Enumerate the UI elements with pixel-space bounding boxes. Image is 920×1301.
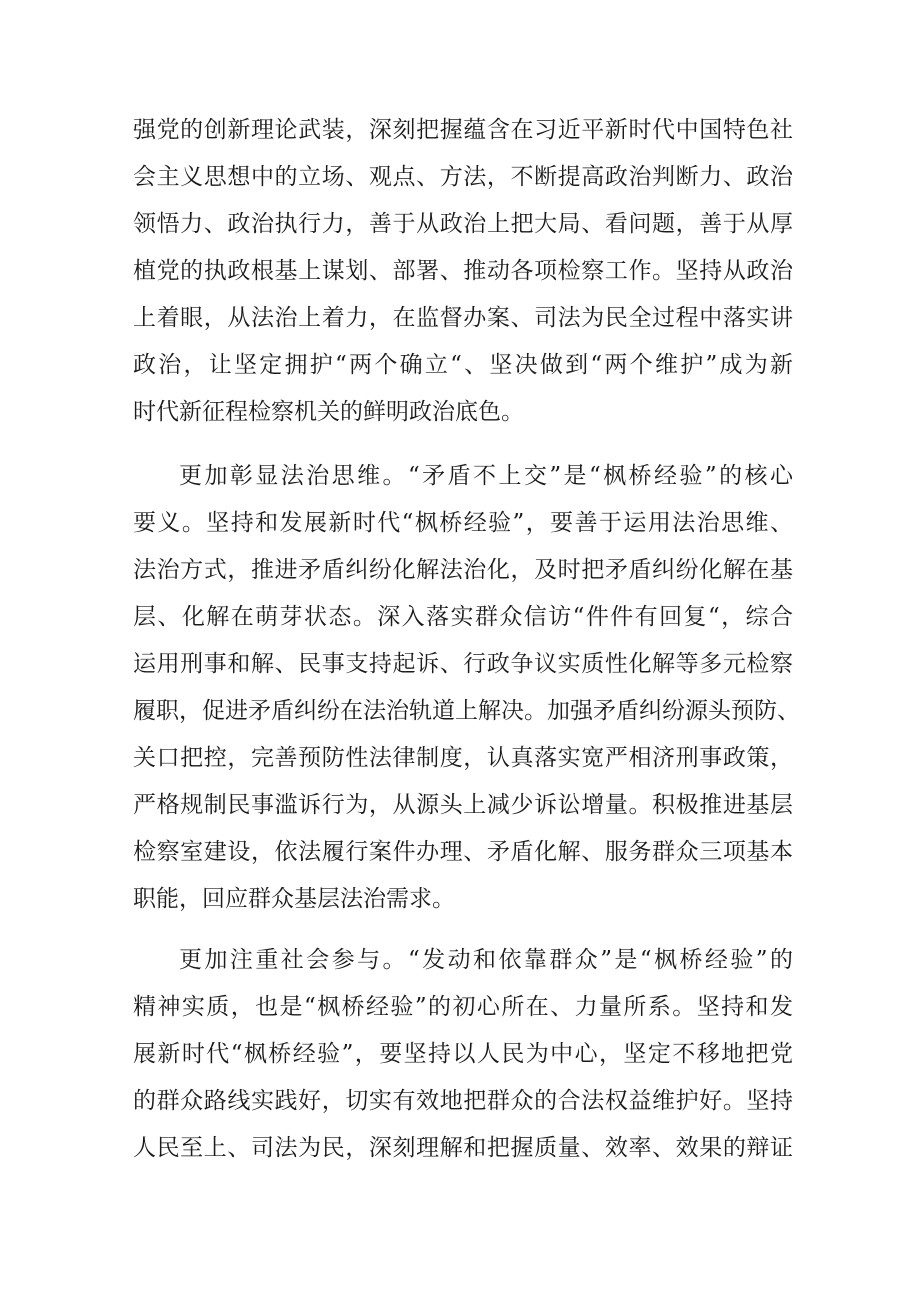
- paragraph-2-line-4: 层、化解在萌芽状态。深入落实群众信访“件件有回复“，综合: [133, 604, 793, 630]
- paragraph-2-line-1: 更加彰显法治思维。“矛盾不上交”是“枫桥经验”的核心: [179, 463, 793, 489]
- paragraph-1-line-2: 会主义思想中的立场、观点、方法，不断提高政治判断力、政治: [133, 164, 793, 190]
- paragraph-1-line-5: 上着眼，从法治上着力，在监督办案、司法为民全过程中落实讲: [133, 305, 793, 331]
- paragraph-1-line-1: 强党的创新理论武装，深刻把握蕴含在习近平新时代中国特色社: [133, 117, 793, 143]
- paragraph-2-line-8: 严格规制民事滥诉行为，从源头上减少诉讼增量。积极推进基层: [133, 792, 793, 818]
- paragraph-3-line-4: 的群众路线实践好，切实有效地把群众的合法权益维护好。坚持: [133, 1088, 793, 1114]
- paragraph-2-line-5: 运用刑事和解、民事支持起诉、行政争议实质性化解等多元检察: [133, 651, 793, 677]
- paragraph-1-line-4: 植党的执政根基上谋划、部署、推动各项检察工作。坚持从政治: [133, 258, 793, 284]
- paragraph-3-line-3: 展新时代“枫桥经验”，要坚持以人民为中心，坚定不移地把党: [133, 1041, 793, 1067]
- paragraph-1-line-3: 领悟力、政治执行力，善于从政治上把大局、看问题，善于从厚: [133, 211, 793, 237]
- paragraph-2-line-9: 检察室建设，依法履行案件办理、矛盾化解、服务群众三项基本: [133, 839, 793, 865]
- paragraph-2-line-10: 职能，回应群众基层法治需求。: [133, 886, 455, 912]
- paragraph-3-line-5: 人民至上、司法为民，深刻理解和把握质量、效率、效果的辩证: [133, 1135, 793, 1161]
- paragraph-2-line-7: 关口把控，完善预防性法律制度，认真落实宽严相济刑事政策，: [133, 745, 793, 771]
- paragraph-1-line-7: 时代新征程检察机关的鲜明政治底色。: [133, 399, 524, 425]
- paragraph-3-line-2: 精神实质，也是“枫桥经验”的初心所在、力量所系。坚持和发: [133, 994, 793, 1020]
- paragraph-3-line-1: 更加注重社会参与。“发动和依靠群众”是“枫桥经验”的: [179, 947, 793, 973]
- paragraph-2-line-3: 法治方式，推进矛盾纠纷化解法治化，及时把矛盾纠纷化解在基: [133, 557, 793, 583]
- paragraph-1-line-6: 政治，让坚定拥护“两个确立“、坚决做到“两个维护”成为新: [133, 352, 793, 378]
- paragraph-2-line-6: 履职，促进矛盾纠纷在法治轨道上解决。加强矛盾纠纷源头预防、: [133, 698, 800, 724]
- paragraph-2-line-2: 要义。坚持和发展新时代“枫桥经验”，要善于运用法治思维、: [133, 510, 793, 536]
